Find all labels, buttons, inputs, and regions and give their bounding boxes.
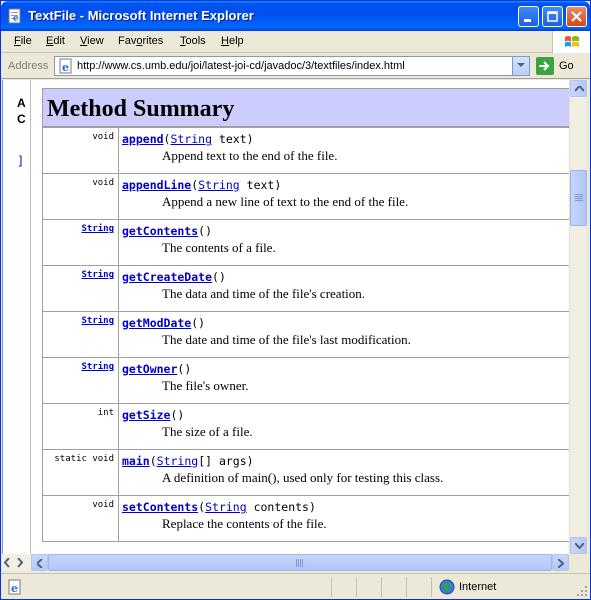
method-detail-cell — [119, 496, 570, 542]
arrow-left-icon — [37, 559, 43, 568]
address-label: Address — [8, 60, 49, 72]
return-type: void — [92, 132, 114, 142]
resize-grip-icon[interactable] — [576, 585, 588, 597]
method-rows — [42, 127, 569, 542]
address-input[interactable] — [54, 56, 530, 76]
method-modifier-cell — [43, 450, 119, 496]
method-description: The contents of a file. — [162, 240, 276, 255]
method-signature — [122, 224, 569, 238]
method-detail-cell — [119, 358, 570, 404]
method-row — [43, 128, 570, 174]
method-modifier-cell — [43, 312, 119, 358]
page-content[interactable] — [2, 80, 569, 554]
method-summary-header — [43, 89, 570, 127]
method-name-link[interactable]: getCreateDate — [122, 270, 213, 284]
method-signature — [122, 408, 569, 422]
method-row — [43, 404, 570, 450]
scrollbar-corner — [569, 554, 586, 571]
return-type: int — [97, 408, 114, 418]
method-row — [43, 266, 570, 312]
minimize-icon — [522, 10, 535, 23]
method-detail-cell — [119, 220, 570, 266]
method-name-link[interactable]: getModDate — [122, 316, 192, 330]
method-params-rest: [] args) — [198, 454, 254, 468]
method-row — [43, 496, 570, 542]
method-signature — [122, 316, 569, 330]
left-frame-link[interactable]: ] — [19, 153, 23, 167]
title-bar[interactable] — [1, 1, 590, 31]
method-detail-cell — [119, 312, 570, 358]
method-description: A definition of main(), used only for testing this class. — [162, 470, 444, 485]
method-row — [43, 220, 570, 266]
method-modifier-cell — [43, 404, 119, 450]
method-row — [43, 358, 570, 404]
method-detail-cell — [119, 450, 570, 496]
method-params-rest: text) — [239, 178, 282, 192]
arrow-left-icon[interactable] — [4, 558, 16, 568]
method-name-link[interactable]: main — [122, 454, 150, 468]
svg-text:e: e — [62, 61, 69, 74]
close-button[interactable] — [566, 6, 587, 27]
method-signature — [122, 270, 569, 284]
method-description: Append text to the end of the file. — [162, 148, 338, 163]
status-bar — [1, 573, 590, 599]
method-description: Append a new line of text to the end of the file. — [162, 194, 409, 209]
maximize-button[interactable] — [542, 6, 563, 27]
left-frame-text-c: C — [17, 112, 26, 126]
horizontal-scrollbar[interactable] — [31, 554, 569, 571]
param-type-link[interactable]: String — [198, 178, 240, 192]
method-signature — [122, 454, 569, 468]
method-row — [43, 174, 570, 220]
method-modifier-cell — [43, 128, 119, 174]
address-dropdown-button[interactable] — [512, 57, 529, 75]
go-label: Go — [559, 60, 574, 72]
method-summary-heading: Method Summary — [47, 96, 235, 122]
left-frame — [3, 80, 31, 554]
method-name-link[interactable]: appendLine — [122, 178, 192, 192]
method-signature — [122, 500, 569, 514]
svg-text:e: e — [13, 14, 19, 24]
method-params-open: () — [212, 270, 226, 284]
method-params-open: ( — [163, 132, 171, 146]
method-detail-cell — [119, 266, 570, 312]
method-modifier-cell — [43, 174, 119, 220]
method-signature — [122, 362, 569, 376]
method-row — [43, 312, 570, 358]
method-detail-cell — [119, 174, 570, 220]
method-description: The file's owner. — [162, 378, 249, 393]
left-frame-text-a: A — [17, 96, 26, 110]
method-summary-table — [42, 88, 569, 127]
method-description: The data and time of the file's creation. — [162, 286, 366, 301]
windows-flag-icon — [564, 34, 580, 50]
method-params-open: ( — [198, 500, 206, 514]
param-type-link[interactable]: String — [156, 454, 199, 468]
method-name-link[interactable]: getSize — [122, 408, 171, 422]
arrow-up-icon — [575, 86, 584, 92]
method-params-open: ( — [191, 178, 199, 192]
maximize-icon — [546, 10, 559, 23]
method-params-open: () — [198, 224, 213, 238]
method-modifier-cell — [43, 220, 119, 266]
method-description: Replace the contents of the file. — [162, 516, 327, 531]
method-description: The size of a file. — [162, 424, 253, 439]
method-description: The date and time of the file's last modification. — [162, 332, 411, 347]
param-type-link[interactable]: String — [205, 500, 247, 514]
ie-page-icon — [7, 8, 23, 24]
method-detail-cell — [119, 404, 570, 450]
go-button[interactable] — [536, 57, 586, 76]
return-type: static void — [54, 454, 114, 464]
close-icon — [570, 10, 583, 23]
vertical-scroll-thumb[interactable] — [570, 170, 587, 226]
arrow-right-icon — [558, 559, 564, 568]
windows-logo — [552, 31, 590, 53]
method-name-link[interactable]: append — [122, 132, 164, 146]
method-modifier-cell — [43, 358, 119, 404]
method-detail-cell — [119, 128, 570, 174]
param-type-link[interactable]: String — [170, 132, 213, 146]
arrow-right-icon[interactable] — [17, 558, 29, 568]
method-params-open: ( — [149, 454, 157, 468]
return-type: void — [92, 178, 114, 188]
method-modifier-cell — [43, 496, 119, 542]
scroll-up-button[interactable] — [570, 80, 587, 97]
method-signature — [122, 132, 569, 146]
window-title: TextFile - Microsoft Internet Explorer — [28, 8, 254, 23]
horizontal-scroll-thumb[interactable] — [48, 554, 552, 571]
page-status-icon — [7, 579, 23, 595]
method-params-open: () — [191, 316, 206, 330]
left-frame-horizontal-scrollbar[interactable] — [2, 554, 31, 571]
return-type-link[interactable]: String — [81, 362, 114, 372]
method-row — [43, 450, 570, 496]
method-name-link[interactable]: getOwner — [122, 362, 178, 376]
go-arrow-icon — [536, 57, 554, 75]
arrow-down-icon — [575, 543, 584, 549]
return-type: void — [92, 500, 114, 510]
menu-view[interactable]: View — [80, 35, 104, 47]
method-name-link[interactable]: setContents — [122, 500, 199, 514]
globe-icon — [439, 579, 455, 595]
method-params-open: () — [170, 408, 185, 422]
menu-tools[interactable]: Tools — [180, 35, 206, 47]
method-params-open: () — [177, 362, 192, 376]
scroll-down-button[interactable] — [570, 537, 587, 554]
method-params-rest: text) — [212, 132, 254, 146]
return-type-link[interactable]: String — [81, 316, 114, 326]
method-signature — [122, 178, 569, 192]
method-modifier-cell — [43, 266, 119, 312]
javadoc-document — [42, 88, 569, 542]
vertical-scrollbar[interactable] — [569, 80, 586, 554]
security-zone-label: Internet — [459, 581, 497, 593]
return-type-link[interactable]: String — [81, 224, 114, 234]
minimize-button[interactable] — [518, 6, 539, 27]
method-name-link[interactable]: getContents — [122, 224, 199, 238]
menu-help[interactable]: Help — [221, 35, 244, 47]
method-params-rest: contents) — [246, 500, 316, 514]
svg-text:e: e — [11, 582, 18, 595]
return-type-link[interactable]: String — [81, 270, 114, 280]
menu-bar — [1, 31, 590, 53]
menu-favorites[interactable]: Favorites — [118, 35, 164, 47]
address-bar — [1, 54, 590, 79]
menu-file[interactable]: File — [14, 35, 32, 47]
scroll-left-button[interactable] — [31, 554, 48, 571]
scroll-right-button[interactable] — [552, 554, 569, 571]
chevron-down-icon — [517, 63, 525, 68]
page-icon — [58, 58, 74, 74]
menu-edit[interactable]: Edit — [46, 35, 65, 47]
address-url[interactable]: http://www.cs.umb.edu/joi/latest-joi-cd/javadoc/3/textfiles/index.html — [77, 60, 405, 72]
